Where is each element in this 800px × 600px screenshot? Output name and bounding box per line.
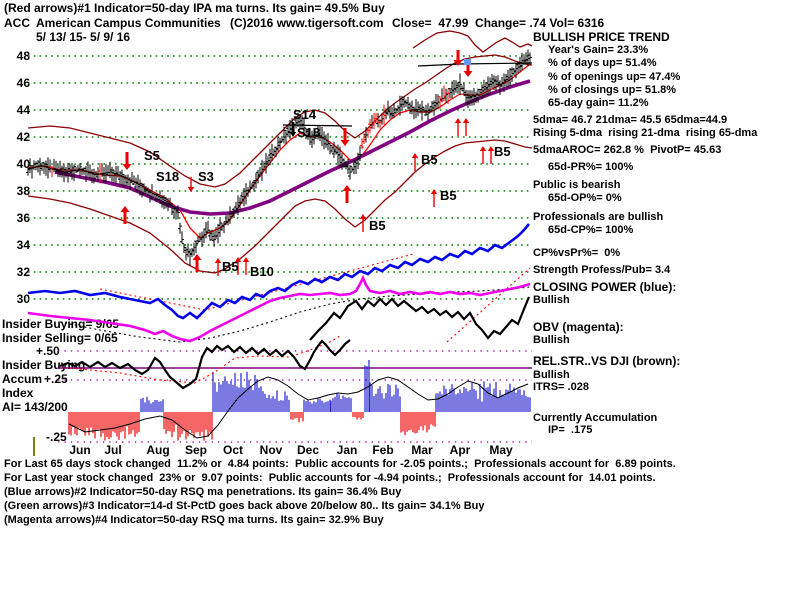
panel-relstr-status: Bullish	[533, 369, 570, 381]
signal-annotation: S18	[156, 169, 180, 184]
arrow-head	[412, 153, 418, 158]
month-label: Jun	[69, 443, 91, 457]
index-label: Index	[2, 386, 34, 400]
company-name: American Campus Communities	[36, 16, 221, 30]
signal-annotation: B5	[494, 144, 511, 159]
price-axis-label: 46	[16, 76, 30, 90]
insider-buying-label: Insider Buying= 9/65	[2, 317, 120, 331]
panel-itrs: ITRS= .028	[533, 381, 589, 393]
panel-obv-title: OBV (magenta):	[533, 320, 624, 334]
footer-year-summary: For Last year stock changed 23% or 9.07 points: Public accounts for -4.94 points.; Professionals account for 14.01 points.	[4, 472, 656, 484]
arrow-head	[463, 118, 469, 123]
signal-annotation: B5	[440, 188, 457, 203]
month-label: Aug	[146, 443, 170, 457]
price-axis-label: 30	[16, 292, 30, 306]
red-ma-line	[28, 64, 530, 238]
date-range: 5/ 13/ 15- 5/ 9/ 16	[36, 30, 131, 44]
price-axis-label: 44	[16, 103, 30, 117]
quote-summary: Close= 47.99 Change= .74 Vol= 6316	[392, 16, 605, 30]
panel-65day-gain: 65-day gain= 11.2%	[548, 97, 649, 109]
month-label: May	[489, 443, 513, 457]
month-label: Oct	[222, 443, 243, 457]
relstr-brown-line	[413, 31, 532, 52]
price-axis-label: 40	[16, 157, 30, 171]
panel-strength-ratio: Strength Profess/Pub= 3.4	[533, 264, 671, 276]
month-label: Sep	[184, 443, 207, 457]
signal-annotation: S14	[293, 107, 317, 122]
panel-obv-status: Bullish	[533, 334, 570, 346]
panel-relstr-title: REL.STR..VS DJI (brown):	[533, 354, 681, 368]
arrow-head	[360, 214, 366, 219]
copyright: (C)2016 www.tigersoft.com	[230, 16, 384, 30]
accum-minus25-label: -.25	[46, 430, 67, 444]
panel-dma-rising: Rising 5-dma rising 21-dma rising 65-dma	[533, 127, 758, 139]
ticker-symbol: ACC	[4, 16, 30, 30]
price-axis-label: 42	[16, 130, 30, 144]
panel-65d-pr: 65d-PR%= 100%	[548, 161, 634, 173]
relstr-trendline	[447, 268, 530, 342]
ai-ma-line	[69, 377, 528, 438]
arrow-head	[121, 206, 130, 212]
arrow-head	[123, 164, 132, 170]
closing-power-line	[28, 224, 529, 318]
arrow-head	[188, 187, 194, 192]
arrow-head	[343, 185, 352, 191]
month-label: Jan	[336, 443, 358, 457]
panel-professionals-bullish: Professionals are bullish	[533, 211, 664, 223]
accum-plus50-label: +.50	[36, 344, 60, 358]
panel-closings-up: % of closings up= 51.8%	[548, 84, 677, 96]
price-axis-label: 32	[16, 265, 30, 279]
arrow-head	[455, 118, 461, 123]
arrow-head	[341, 140, 350, 146]
blue-marker	[464, 59, 471, 65]
month-label: Feb	[372, 443, 394, 457]
panel-closing-power-status: Bullish	[533, 294, 570, 306]
month-label: Jul	[104, 443, 122, 457]
signal-annotation: B5	[369, 218, 386, 233]
accum-plus25-label: +.25	[44, 372, 68, 386]
price-axis-label: 36	[16, 211, 30, 225]
panel-bullish-trend-title: BULLISH PRICE TREND	[533, 30, 670, 44]
panel-accumulation-status: Currently Accumulation	[533, 412, 658, 424]
arrow-head	[464, 71, 473, 77]
insider-buying2-label: Insider Buying	[2, 358, 86, 372]
ai-ratio-label: AI= 143/200	[2, 400, 68, 414]
relstr-black-line	[310, 297, 529, 340]
arrow-head	[243, 257, 249, 262]
price-axis-label: 48	[16, 49, 30, 63]
panel-65d-op: 65d-OP%= 0%	[548, 192, 622, 204]
month-label: Nov	[259, 443, 283, 457]
signal-annotation: S3	[198, 169, 214, 184]
accum-trendline	[70, 336, 340, 383]
panel-aroc-pivot: 5dmaAROC= 262.8 % PivotP= 45.63	[533, 144, 722, 156]
panel-closing-power-title: CLOSING POWER (blue):	[533, 280, 677, 294]
arrow-head	[215, 258, 221, 263]
month-label: Apr	[449, 443, 471, 457]
insider-selling-label: Insider Selling= 0/65	[2, 331, 118, 345]
footer-65day-summary: For Last 65 days stock changed 11.2% or 4.84 points: Public accounts for -2.05 points.; Professionals account for 6.89 points.	[4, 458, 676, 470]
signal-annotation: B10	[250, 264, 274, 279]
price-axis-label: 34	[16, 238, 30, 252]
price-axis-label: 38	[16, 184, 30, 198]
resistance-line	[418, 63, 532, 66]
indicator4-legend: (Magenta arrows)#4 Indicator=50-day RSQ ma turns. Its gain= 32.9% Buy	[4, 514, 384, 526]
signal-annotation: B5	[222, 259, 239, 274]
panel-dma-values: 5dma= 46.7 21dma= 45.5 65dma=44.9	[533, 114, 728, 126]
arrow-head	[480, 146, 486, 151]
month-label: Dec	[296, 443, 319, 457]
panel-years-gain: Year's Gain= 23.3%	[548, 44, 649, 56]
signal-annotation: S5	[144, 148, 160, 163]
accum-index-line	[60, 340, 350, 388]
purple-65dma-line	[55, 81, 530, 214]
panel-ip-value: IP= .175	[548, 424, 593, 436]
indicator1-legend: (Red arrows)#1 Indicator=50-day IPA ma turns. Its gain= 49.5% Buy	[4, 1, 385, 15]
accum-label: Accum	[2, 372, 43, 386]
panel-65d-cp: 65d-CP%= 100%	[548, 224, 634, 236]
lower-band	[28, 140, 532, 273]
month-label: Mar	[411, 443, 433, 457]
signal-annotation: S18	[297, 125, 321, 140]
panel-openings-up: % of openings up= 47.4%	[548, 71, 681, 83]
indicator3-legend: (Green arrows)#3 Indicator=14-d St-PctD goes back above 20/below 80.. Its gain= 34.1% Buy	[4, 500, 485, 512]
signal-annotation: B5	[421, 152, 438, 167]
panel-days-up: % of days up= 51.4%	[548, 57, 657, 69]
indicator2-legend: (Blue arrows)#2 Indicator=50-day RSQ ma penetrations. Its gain= 36.4% Buy	[4, 486, 402, 498]
arrow-head	[431, 189, 437, 194]
panel-public-bearish: Public is bearish	[533, 179, 621, 191]
panel-cp-vs-pr: CP%vsPr%= 0%	[533, 247, 621, 259]
